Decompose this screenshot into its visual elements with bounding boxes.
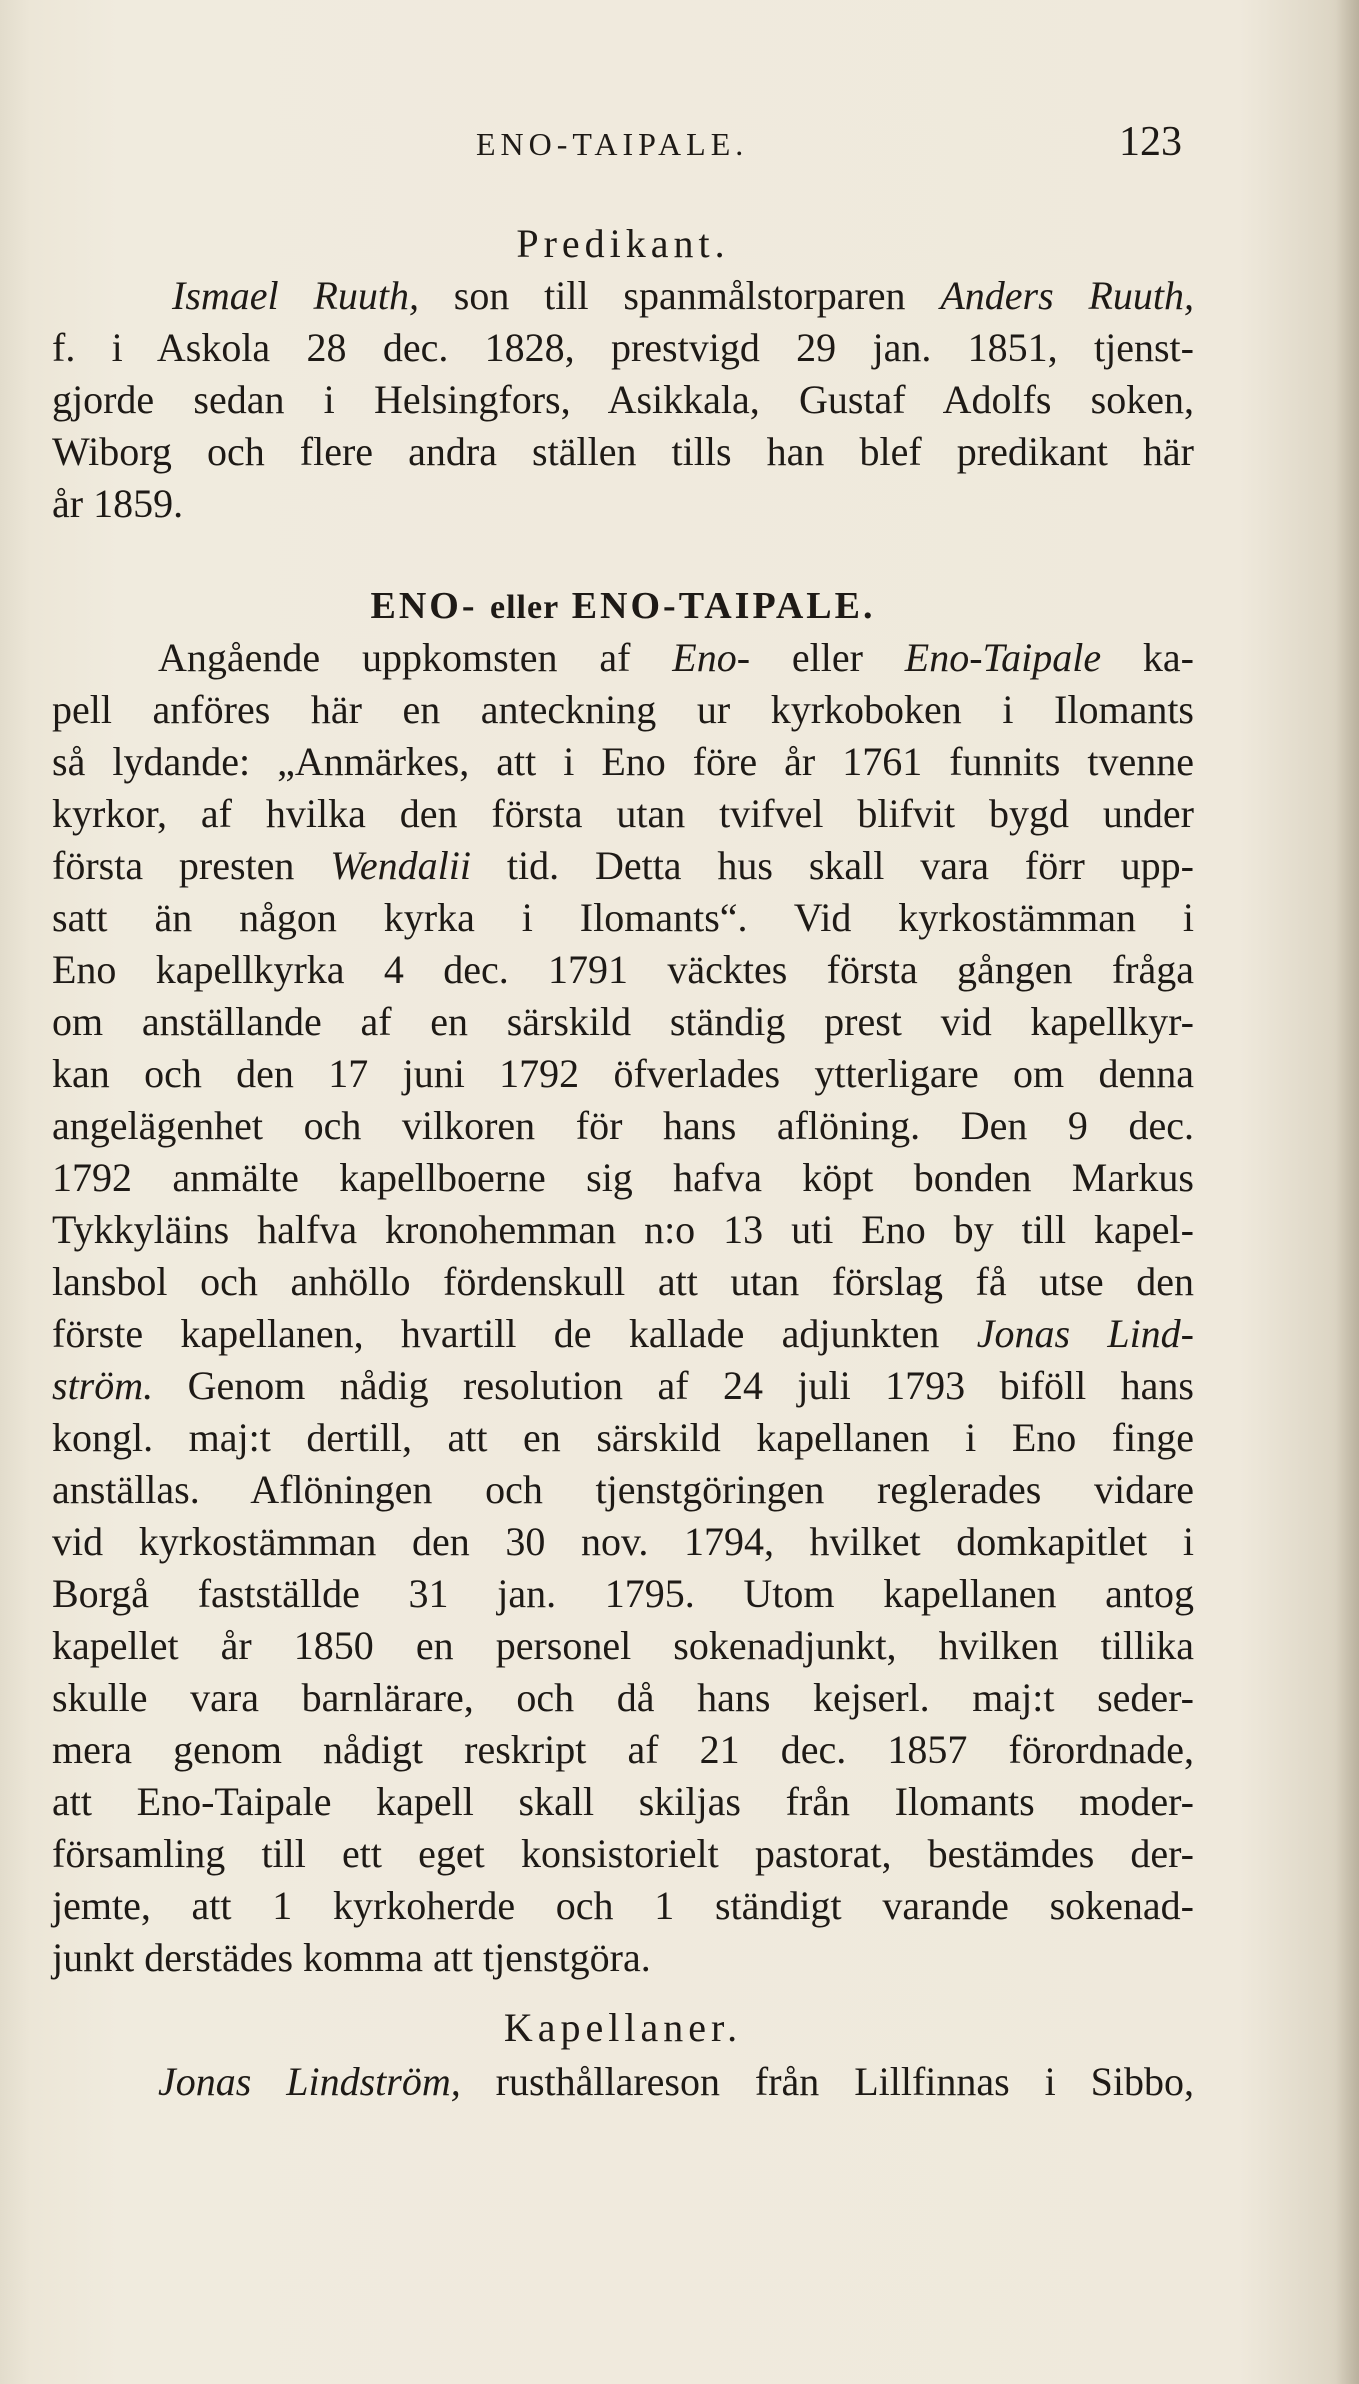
text-run: jemte, att 1 kyrkoherde och 1 ständigt varande sokenad- <box>52 1883 1194 1928</box>
text-line <box>52 1152 1194 1204</box>
text-line <box>52 2056 1194 2108</box>
text-run: anställas. Aflöningen och tjenstgöringen reglerades vidare <box>52 1467 1194 1512</box>
page-number: 123 <box>1119 119 1182 165</box>
text-run: Tykkyläins halfva kronohemman n:o 13 uti Eno by till kapel- <box>52 1207 1194 1252</box>
text-run: Genom nådig resolution af 24 juli 1793 biföll hans <box>153 1363 1194 1408</box>
text-run: kyrkor, af hvilka den första utan tvifvel blifvit bygd under <box>52 791 1194 836</box>
kapellaner-paragraph <box>52 2056 1194 2108</box>
text-run: församling till ett eget konsistorielt pastorat, bestämdes der- <box>52 1831 1194 1876</box>
text-run: tid. Detta hus skall vara förr upp- <box>471 843 1194 888</box>
predikant-heading: Predikant. <box>516 221 730 266</box>
text-run: satt än någon kyrka i Ilomants“. Vid kyrkostämman i <box>52 895 1194 940</box>
running-head <box>52 118 1194 178</box>
italic-text: Ismael Ruuth, <box>172 273 419 318</box>
text-run: Wiborg och flere andra ställen tills han blef predikant här <box>52 429 1194 474</box>
section-heading <box>52 580 1194 634</box>
text-run: f. i Askola 28 dec. 1828, prestvigd 29 jan. 1851, tjenst- <box>52 325 1194 370</box>
text-line <box>52 1672 1194 1724</box>
text-line <box>52 1308 1194 1360</box>
text-run: gjorde sedan i Helsingfors, Asikkala, Gustaf Adolfs soken, <box>52 377 1194 422</box>
text-line <box>52 1464 1194 1516</box>
text-run: vid kyrkostämman den 30 nov. 1794, hvilket domkapitlet i <box>52 1519 1194 1564</box>
text-run: att Eno-Taipale kapell skall skiljas från Ilomants moder- <box>52 1779 1194 1824</box>
italic-text: Jonas Lind- <box>976 1311 1194 1356</box>
text-line <box>52 684 1194 736</box>
body-paragraph <box>52 632 1194 1984</box>
text-line <box>52 996 1194 1048</box>
italic-text: Wendalii <box>330 843 472 888</box>
text-line <box>52 892 1194 944</box>
text-run: om anställande af en särskild ständig prest vid kapellkyr- <box>52 999 1194 1044</box>
text-run: 1792 anmälte kapellboerne sig hafva köpt bonden Markus <box>52 1155 1194 1200</box>
text-run: förste kapellanen, hvartill de kallade adjunkten <box>52 1311 977 1356</box>
text-run: kan och den 17 juni 1792 öfverlades ytterligare om denna <box>52 1051 1194 1096</box>
text-line <box>52 1776 1194 1828</box>
italic-text: Eno-Taipale <box>904 635 1102 680</box>
section-heading-part1: ENO- <box>370 585 478 627</box>
text-run: pell anföres här en anteckning ur kyrkoboken i Ilomants <box>52 687 1194 732</box>
text-run: mera genom nådigt reskript af 21 dec. 1857 förordnade, <box>52 1727 1194 1772</box>
kapellaner-heading-block <box>52 2002 1194 2054</box>
section-heading-part2: eller <box>490 589 560 626</box>
kapellaner-heading: Kapellaner. <box>503 2005 743 2050</box>
text-line <box>52 1932 1194 1984</box>
text-line <box>52 1828 1194 1880</box>
running-title: ENO-TAIPALE. <box>476 126 749 162</box>
text-line <box>52 478 1194 530</box>
text-line <box>52 736 1194 788</box>
text-line <box>52 1724 1194 1776</box>
predikant-heading-block <box>52 218 1194 270</box>
text-line <box>52 1204 1194 1256</box>
text-line <box>52 840 1194 892</box>
text-run: första presten <box>52 843 331 888</box>
text-line <box>52 944 1194 996</box>
text-line <box>52 1360 1194 1412</box>
text-run: skulle vara barnlärare, och då hans kejserl. maj:t seder- <box>52 1675 1194 1720</box>
text-run: så lydande: „Anmärkes, att i Eno före år 1761 funnits tvenne <box>52 739 1194 784</box>
text-run: junkt derstädes komma att tjenstgöra. <box>52 1935 651 1980</box>
text-line <box>52 374 1194 426</box>
text-run: eller <box>750 635 905 680</box>
text-line <box>52 1568 1194 1620</box>
text-run: kapellet år 1850 en personel sokenadjunkt, hvilken tillika <box>52 1623 1194 1668</box>
text-line <box>52 270 1194 322</box>
section-heading-block <box>52 580 1194 634</box>
text-line <box>52 1048 1194 1100</box>
italic-text: Jonas Lindström, <box>158 2059 461 2104</box>
text-line <box>52 1620 1194 1672</box>
italic-text: Eno- <box>672 635 751 680</box>
italic-text: ström. <box>52 1363 154 1408</box>
text-run: angelägenhet och vilkoren för hans aflöning. Den 9 dec. <box>52 1103 1194 1148</box>
text-run: kongl. maj:t dertill, att en särskild kapellanen i Eno finge <box>52 1415 1194 1460</box>
text-run: rusthållareson från Lillfinnas i Sibbo, <box>460 2059 1194 2104</box>
text-run: ka- <box>1101 635 1195 680</box>
page-edge-shadow <box>1336 0 1359 2384</box>
text-run: lansbol och anhöllo fördenskull att utan förslag få utse den <box>52 1259 1194 1304</box>
text-line <box>52 322 1194 374</box>
text-line <box>52 1100 1194 1152</box>
text-run: år 1859. <box>52 481 184 526</box>
text-line <box>52 1412 1194 1464</box>
text-run: son till spanmålstorparen <box>418 273 941 318</box>
text-line <box>52 632 1194 684</box>
predikant-paragraph <box>52 270 1194 530</box>
text-line <box>52 1880 1194 1932</box>
text-run: Angående uppkomsten af <box>158 635 673 680</box>
italic-text: Anders Ruuth, <box>940 273 1194 318</box>
text-line <box>52 426 1194 478</box>
text-run: Eno kapellkyrka 4 dec. 1791 väcktes första gången fråga <box>52 947 1194 992</box>
text-run: Borgå fastställde 31 jan. 1795. Utom kapellanen antog <box>52 1571 1194 1616</box>
section-heading-part3: ENO-TAIPALE. <box>571 585 876 627</box>
text-line <box>52 1516 1194 1568</box>
text-line <box>52 1256 1194 1308</box>
text-line <box>52 788 1194 840</box>
